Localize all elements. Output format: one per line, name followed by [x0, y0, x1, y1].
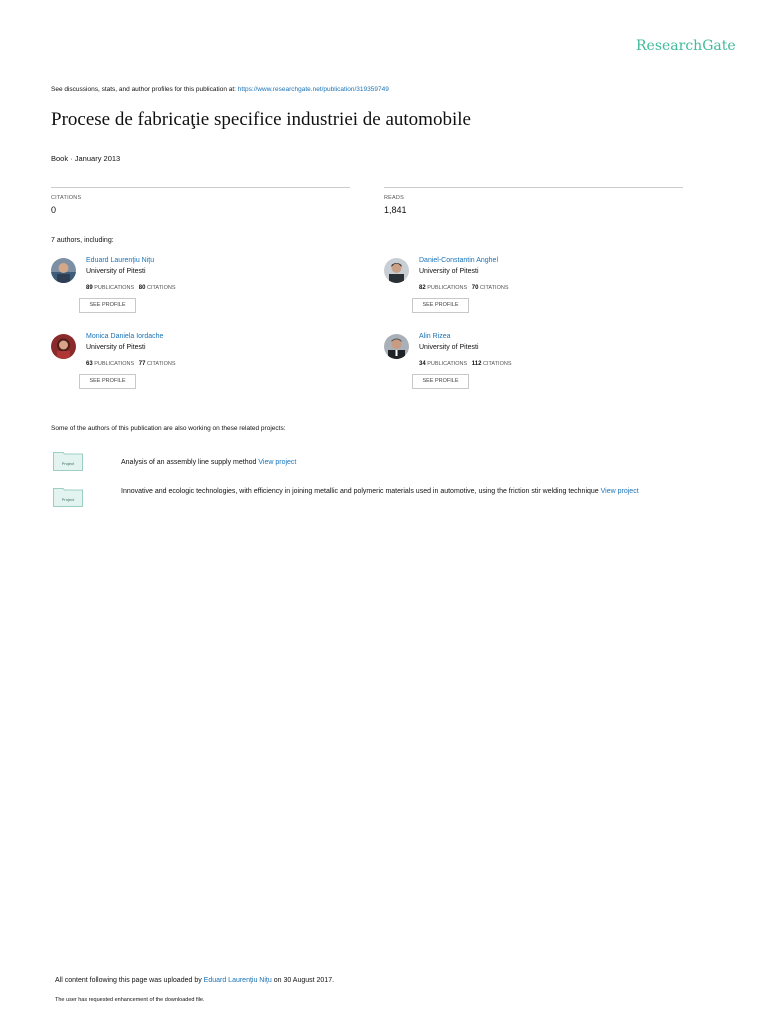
divider	[51, 187, 350, 188]
see-profile-button[interactable]: SEE PROFILE	[412, 374, 469, 389]
see-profile-button[interactable]: SEE PROFILE	[79, 374, 136, 389]
project-icon-label: Project	[61, 461, 75, 466]
reads-count: 1,841	[384, 205, 407, 215]
author-name-link[interactable]: Monica Daniela Iordache	[86, 333, 164, 340]
project-item	[121, 456, 701, 469]
view-project-link[interactable]: View project	[600, 488, 639, 495]
citations-count: 80	[138, 285, 146, 291]
project-title: Analysis of an assembly line supply method	[121, 459, 259, 466]
avatar[interactable]	[384, 334, 409, 359]
author-institution: University of Pitesti	[86, 344, 146, 351]
publications-count: 63	[86, 361, 93, 367]
publications-label: PUBLICATIONS	[427, 361, 468, 367]
upload-note	[55, 977, 334, 984]
project-icon-label: Project	[61, 497, 75, 502]
citations-label: CITATIONS	[51, 195, 82, 201]
see-profile-button[interactable]: SEE PROFILE	[79, 298, 136, 313]
author-metrics	[419, 361, 512, 367]
citations-label: CITATIONS	[146, 285, 176, 291]
citations-label: CITATIONS	[146, 361, 176, 367]
uploader-link[interactable]: Eduard Laurenţiu Niţu	[203, 977, 272, 984]
publications-count: 82	[419, 285, 426, 291]
upload-prefix: All content following this page was uploaded by	[55, 977, 204, 984]
authors-heading: 7 authors, including:	[51, 237, 114, 244]
author-metrics	[86, 285, 176, 291]
publications-count: 89	[86, 285, 93, 291]
author-institution: University of Pitesti	[419, 268, 479, 275]
citations-count: 0	[51, 205, 57, 215]
author-institution: University of Pitesti	[86, 268, 146, 275]
publication-type-date: Book · January 2013	[51, 154, 121, 163]
avatar[interactable]	[51, 334, 76, 359]
see-profile-button[interactable]: SEE PROFILE	[412, 298, 469, 313]
disclaimer-text: See discussions, stats, and author profiles for this publication at:	[51, 86, 238, 93]
publications-label: PUBLICATIONS	[94, 361, 135, 367]
avatar[interactable]	[51, 258, 76, 283]
project-folder-icon[interactable]	[53, 451, 83, 471]
author-metrics	[86, 361, 176, 367]
author-name-link[interactable]: Alin Rizea	[419, 333, 451, 340]
citations-label: CITATIONS	[479, 285, 509, 291]
project-folder-icon[interactable]	[53, 487, 83, 507]
page-title: Procese de fabricaţie specifice industriei de automobile	[51, 109, 471, 130]
author-institution: University of Pitesti	[419, 344, 479, 351]
reads-label: READS	[384, 195, 404, 201]
related-projects-heading: Some of the authors of this publication are also working on these related projects:	[51, 425, 286, 432]
citations-label: CITATIONS	[482, 361, 512, 367]
view-project-link[interactable]: View project	[258, 459, 297, 466]
upload-date: on 30 August 2017.	[271, 977, 335, 984]
author-metrics	[419, 285, 509, 291]
enhancement-note: The user has requested enhancement of the downloaded file.	[55, 997, 205, 1003]
publications-label: PUBLICATIONS	[94, 285, 135, 291]
publications-label: PUBLICATIONS	[427, 285, 468, 291]
publications-count: 34	[419, 361, 426, 367]
publication-url-link[interactable]: https://www.researchgate.net/publication/319359749	[237, 86, 389, 93]
divider	[384, 187, 683, 188]
researchgate-logo[interactable]: ResearchGate	[636, 38, 736, 54]
project-title: Innovative and ecologic technologies, with efficiency in joining metallic and polymeric materials used in automotive, using the friction stir welding technique	[121, 488, 601, 495]
citations-count: 77	[138, 361, 146, 367]
avatar[interactable]	[384, 258, 409, 283]
project-item	[121, 485, 701, 498]
citations-count: 112	[471, 361, 482, 367]
author-name-link[interactable]: Daniel-Constantin Anghel	[419, 257, 498, 264]
profile-disclaimer	[51, 86, 389, 93]
citations-count: 70	[471, 285, 479, 291]
author-name-link[interactable]: Eduard Laurenţiu Niţu	[86, 257, 155, 264]
